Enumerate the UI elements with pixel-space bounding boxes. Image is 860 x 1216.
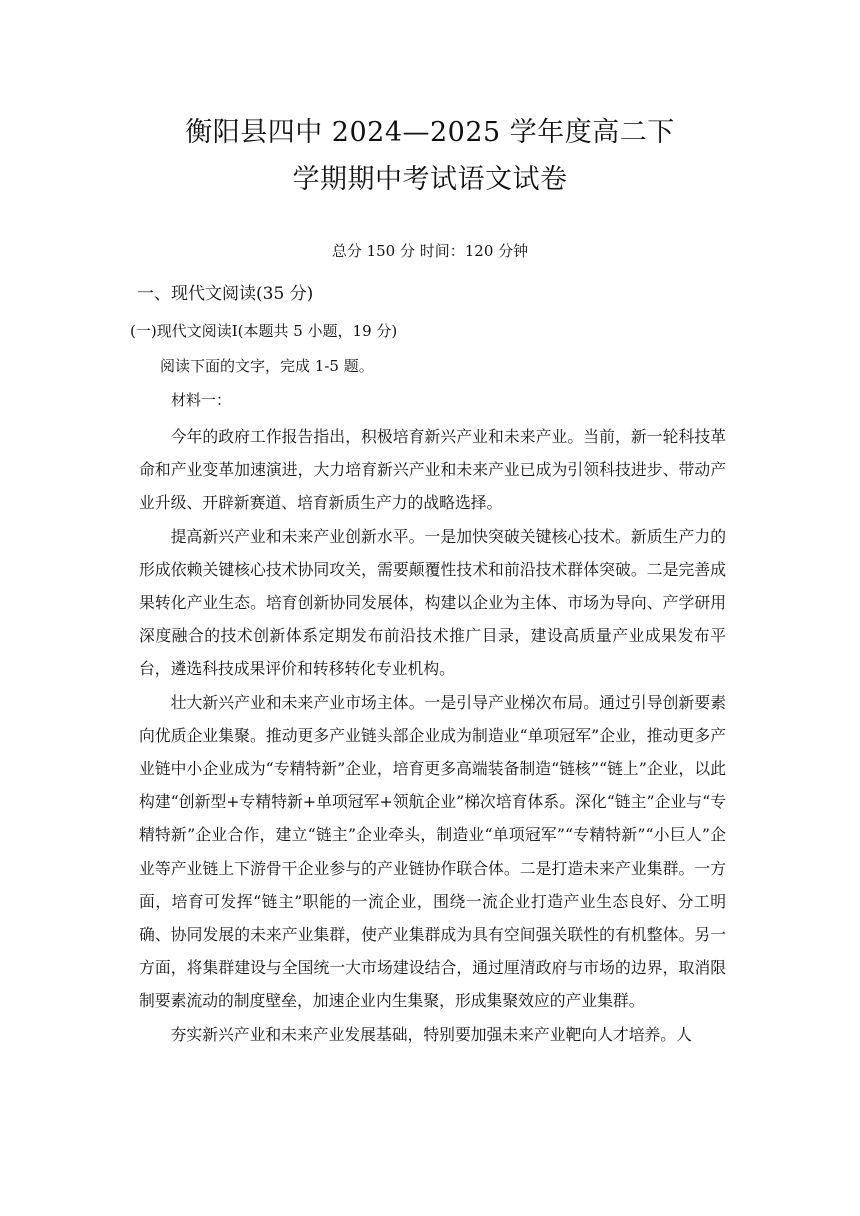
passage-body [139,420,726,1051]
reading-instruction: 阅读下面的文字，完成 1-5 题。 [160,357,374,375]
exam-title-line2: 学期期中考试语文试卷 [292,164,568,195]
material-label: 材料一： [171,391,232,409]
exam-score-time: 总分 150 分 时间：120 分钟 [331,242,529,260]
passage-paragraph: 夯实新兴产业和未来产业发展基础，特别要加强未来产业靶向人才培养。人 [170,1024,692,1044]
subsection-heading-reading-1: (一)现代文阅读Ⅰ(本题共 5 小题，19 分) [130,322,398,340]
passage-paragraph: 壮大新兴产业和未来产业市场主体。一是引导产业梯次布局。通过引导创新要素向优质企业集聚。推动更多产业链头部企业成为制造业“单项冠军”企业，推动更多产业链中小企业成为“专精特新”企业，培育更多高端装备制造“链核”“链上”企业，以此构建“创新型+专精特新+单项冠军+领航企业”梯次培育体系。深化“链主”企业与“专精特新”企业合作，建立“链主”企业牵头，制造业“单项冠军”“专精特新”“小巨人”企业等产业链上下游骨干企业参与的产业链协作联合体。二是打造未来产业集群。一方面，培育可发挥“链主”职能的一流企业，围绕一流企业打造产业生态良好、分工明确、协同发展的未来产业集群，使产业集群成为具有空间强关联性的有机整体。另一方面，将集群建设与全国统一大市场建设结合，通过厘清政府与市场的边界，取消限制要素流动的制度壁垒，加速企业内生集聚，形成集聚效应的产业集群。 [139,692,726,1011]
exam-title-line1: 衡阳县四中 2024—2025 学年度高二下 [185,117,675,148]
passage-paragraph: 提高新兴产业和未来产业创新水平。一是加快突破关键核心技术。新质生产力的形成依赖关键核心技术协同攻关，需要颠覆性技术和前沿技术群体突破。二是完善成果转化产业生态。培育创新协同发展体，构建以企业为主体、市场为导向、产学研用深度融合的技术创新体系定期发布前沿技术推广目录，建设高质量产业成果发布平台，遴选科技成果评价和转移转化专业机构。 [139,526,726,679]
passage-paragraph: 今年的政府工作报告指出，积极培育新兴产业和未来产业。当前，新一轮科技革命和产业变革加速演进，大力培育新兴产业和未来产业已成为引领科技进步、带动产业升级、开辟新赛道、培育新质生产力的战略选择。 [139,427,726,513]
section-heading-modern-reading: 一、现代文阅读(35 分) [137,284,314,304]
